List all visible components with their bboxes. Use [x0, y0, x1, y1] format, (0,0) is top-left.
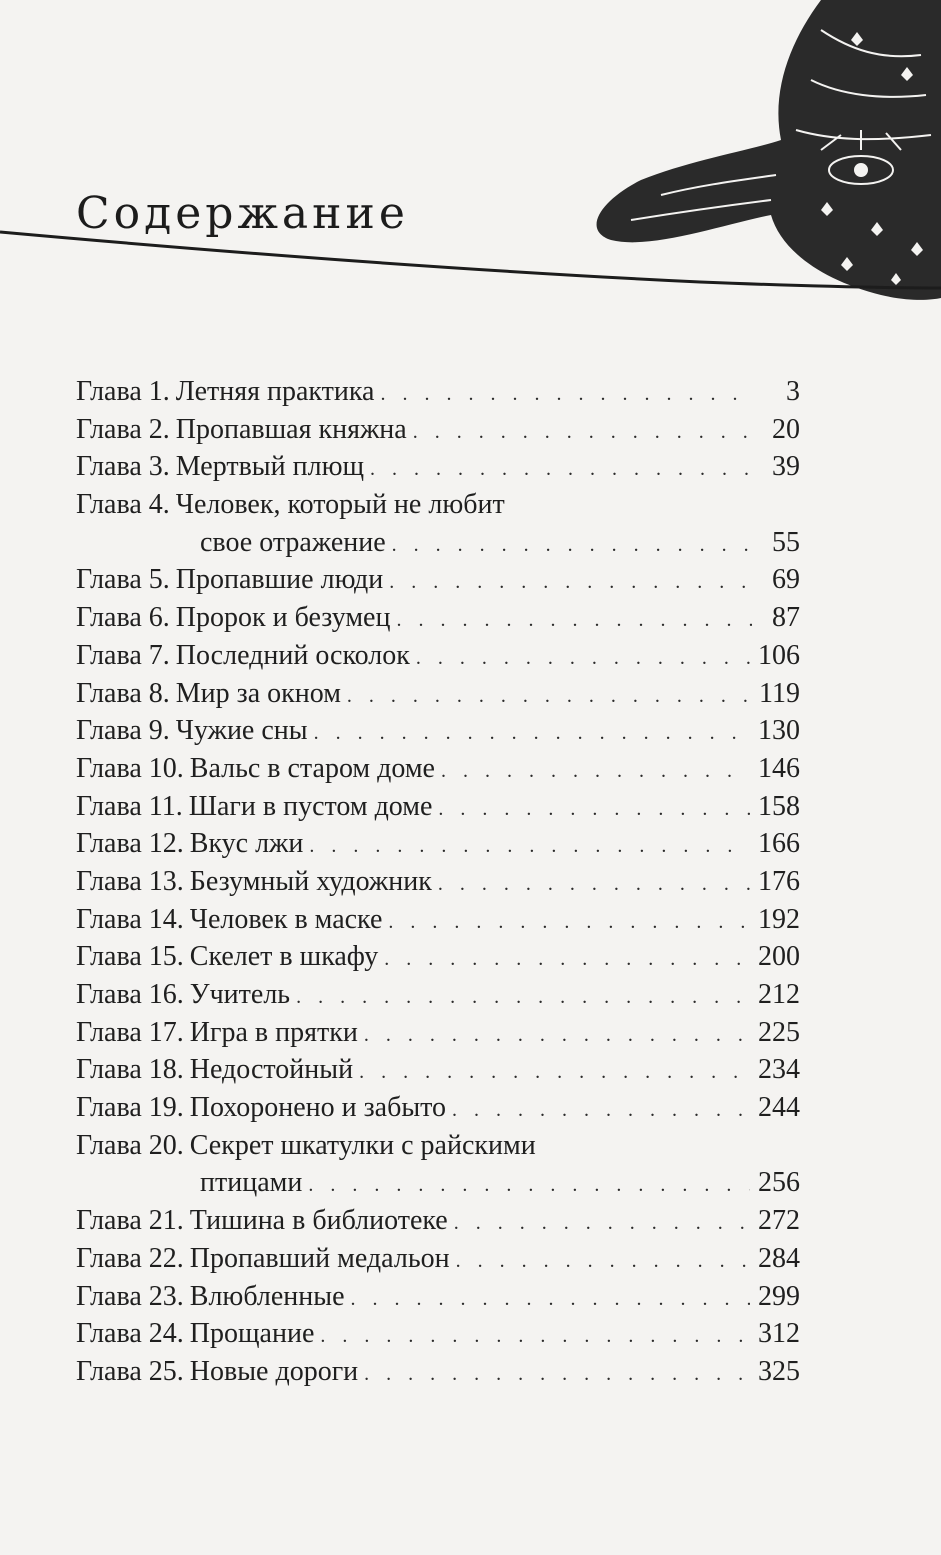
toc-entry — [76, 1315, 800, 1353]
toc-chapter: Глава 20. — [76, 1129, 184, 1161]
dot-leader — [347, 678, 751, 716]
toc-chapter: Глава 21. — [76, 1205, 184, 1237]
toc-title: Мертвый плющ — [175, 451, 365, 483]
dot-leader — [452, 1092, 750, 1130]
dot-leader — [370, 451, 752, 489]
toc-page-number: 130 — [758, 715, 800, 747]
toc-page-number: 106 — [758, 639, 800, 671]
toc-chapter: Глава 2. — [76, 413, 170, 445]
title-underline — [0, 230, 941, 290]
toc-entry — [76, 599, 800, 637]
toc-entry — [76, 1202, 800, 1240]
toc-entry — [76, 411, 800, 449]
toc-entry — [76, 373, 800, 411]
toc-title: Игра в прятки — [189, 1016, 358, 1048]
dot-leader — [296, 979, 750, 1017]
toc-chapter: Глава 3. — [76, 451, 170, 483]
toc-chapter: Глава 15. — [76, 941, 184, 973]
toc-chapter: Глава 1. — [76, 376, 170, 407]
toc-entry — [76, 1051, 800, 1089]
dot-leader — [359, 1054, 750, 1092]
dot-leader — [438, 791, 750, 829]
toc-title: Тишина в библиотеке — [189, 1205, 448, 1237]
toc-entry — [76, 1089, 800, 1127]
toc-page-number: 312 — [758, 1318, 800, 1350]
dot-leader — [351, 1281, 751, 1319]
dot-leader — [413, 414, 752, 452]
toc-title: Пропавшие люди — [175, 564, 384, 596]
toc-title: Влюбленные — [189, 1280, 345, 1312]
toc-page-number: 69 — [772, 564, 800, 596]
dot-leader — [380, 376, 752, 414]
toc-title: Чужие сны — [175, 715, 308, 747]
toc-page-number: 284 — [758, 1242, 800, 1274]
toc-chapter: Глава 14. — [76, 903, 184, 935]
toc-chapter: Глава 12. — [76, 828, 184, 860]
toc-page-number: 146 — [758, 752, 800, 784]
toc-entry — [76, 863, 800, 901]
dot-leader — [364, 1017, 750, 1055]
toc-title-continued: свое отражение — [200, 526, 386, 558]
toc-page-number: 87 — [772, 602, 800, 634]
toc-chapter: Глава 8. — [76, 677, 170, 709]
toc-page-number: 212 — [758, 979, 800, 1011]
dot-leader — [438, 866, 750, 904]
toc-chapter: Глава 5. — [76, 564, 170, 596]
toc-page-number: 325 — [758, 1355, 800, 1387]
toc-entry — [76, 637, 800, 675]
toc-title: Пропавший медальон — [189, 1242, 450, 1274]
table-of-contents — [76, 373, 800, 1391]
toc-title: Мир за окном — [175, 677, 341, 709]
toc-page-number: 119 — [759, 677, 800, 709]
toc-chapter: Глава 10. — [76, 752, 184, 784]
toc-title: Шаги в пустом доме — [188, 790, 433, 822]
toc-title: Прощание — [189, 1318, 315, 1350]
toc-chapter: Глава 4. — [76, 489, 170, 521]
toc-page-number: 272 — [758, 1205, 800, 1237]
toc-entry — [76, 1353, 800, 1391]
toc-chapter: Глава 23. — [76, 1280, 184, 1312]
toc-title: Вальс в старом доме — [189, 752, 435, 784]
dot-leader — [456, 1243, 750, 1281]
toc-chapter: Глава 24. — [76, 1318, 184, 1350]
toc-page-number: 158 — [758, 790, 800, 822]
dot-leader — [396, 602, 752, 640]
toc-entry — [76, 976, 800, 1014]
toc-entry — [76, 1240, 800, 1278]
toc-chapter: Глава 6. — [76, 602, 170, 634]
toc-entry — [76, 1278, 800, 1316]
dot-leader — [388, 904, 750, 942]
toc-page-number: 176 — [758, 865, 800, 897]
toc-entry — [76, 938, 800, 976]
toc-chapter: Глава 13. — [76, 865, 184, 897]
toc-title: Летняя практика — [175, 376, 375, 407]
toc-page-number: 299 — [758, 1280, 800, 1312]
toc-title: Человек в маске — [189, 903, 383, 935]
dot-leader — [320, 1318, 750, 1356]
toc-page-number: 39 — [772, 451, 800, 483]
dot-leader — [392, 527, 752, 565]
toc-title: Скелет в шкафу — [189, 941, 379, 973]
toc-chapter: Глава 11. — [76, 790, 183, 822]
toc-page-number: 234 — [758, 1054, 800, 1086]
toc-title: Вкус лжи — [189, 828, 304, 860]
toc-chapter: Глава 16. — [76, 979, 184, 1011]
toc-title: Человек, который не любит — [175, 489, 505, 521]
toc-entry — [76, 901, 800, 939]
toc-page-number: 192 — [758, 903, 800, 935]
toc-title: Пророк и безумец — [175, 602, 391, 634]
page-title: Содержание — [76, 188, 409, 239]
toc-chapter: Глава 17. — [76, 1016, 184, 1048]
toc-entry — [76, 561, 800, 599]
toc-page-number: 166 — [758, 828, 800, 860]
toc-page-number: 225 — [758, 1016, 800, 1048]
toc-entry — [76, 448, 800, 486]
toc-title: Безумный художник — [189, 865, 432, 897]
toc-title: Недостойный — [189, 1054, 354, 1086]
toc-title: Похоронено и забыто — [189, 1092, 447, 1124]
toc-entry — [76, 486, 800, 561]
toc-entry — [76, 788, 800, 826]
dot-leader — [384, 941, 750, 979]
toc-chapter: Глава 9. — [76, 715, 170, 747]
toc-entry — [76, 1014, 800, 1052]
toc-title-continued: птицами — [200, 1167, 303, 1199]
toc-page-number: 20 — [772, 413, 800, 445]
toc-title: Новые дороги — [189, 1355, 359, 1387]
dot-leader — [364, 1356, 750, 1394]
toc-page-number: 200 — [758, 941, 800, 973]
toc-title: Пропавшая княжна — [175, 413, 407, 445]
dot-leader — [441, 753, 750, 791]
toc-chapter: Глава 19. — [76, 1092, 184, 1124]
toc-page-number: 55 — [772, 526, 800, 558]
dot-leader — [454, 1205, 750, 1243]
dot-leader — [389, 564, 752, 602]
toc-title: Последний осколок — [175, 639, 410, 671]
toc-chapter: Глава 7. — [76, 639, 170, 671]
toc-entry — [76, 750, 800, 788]
toc-entry — [76, 675, 800, 713]
dot-leader — [416, 640, 750, 678]
toc-title: Учитель — [189, 979, 291, 1011]
toc-page-number: 256 — [758, 1167, 800, 1199]
toc-entry — [76, 1127, 800, 1202]
toc-chapter: Глава 22. — [76, 1242, 184, 1274]
dot-leader — [314, 715, 750, 753]
toc-title: Секрет шкатулки с райскими — [189, 1129, 536, 1161]
toc-page-number: 244 — [758, 1092, 800, 1124]
toc-chapter: Глава 18. — [76, 1054, 184, 1086]
dot-leader — [309, 828, 750, 866]
toc-chapter: Глава 25. — [76, 1355, 184, 1387]
toc-entry — [76, 712, 800, 750]
dot-leader — [308, 1167, 750, 1205]
toc-page-number: 3 — [786, 376, 800, 407]
toc-entry — [76, 825, 800, 863]
